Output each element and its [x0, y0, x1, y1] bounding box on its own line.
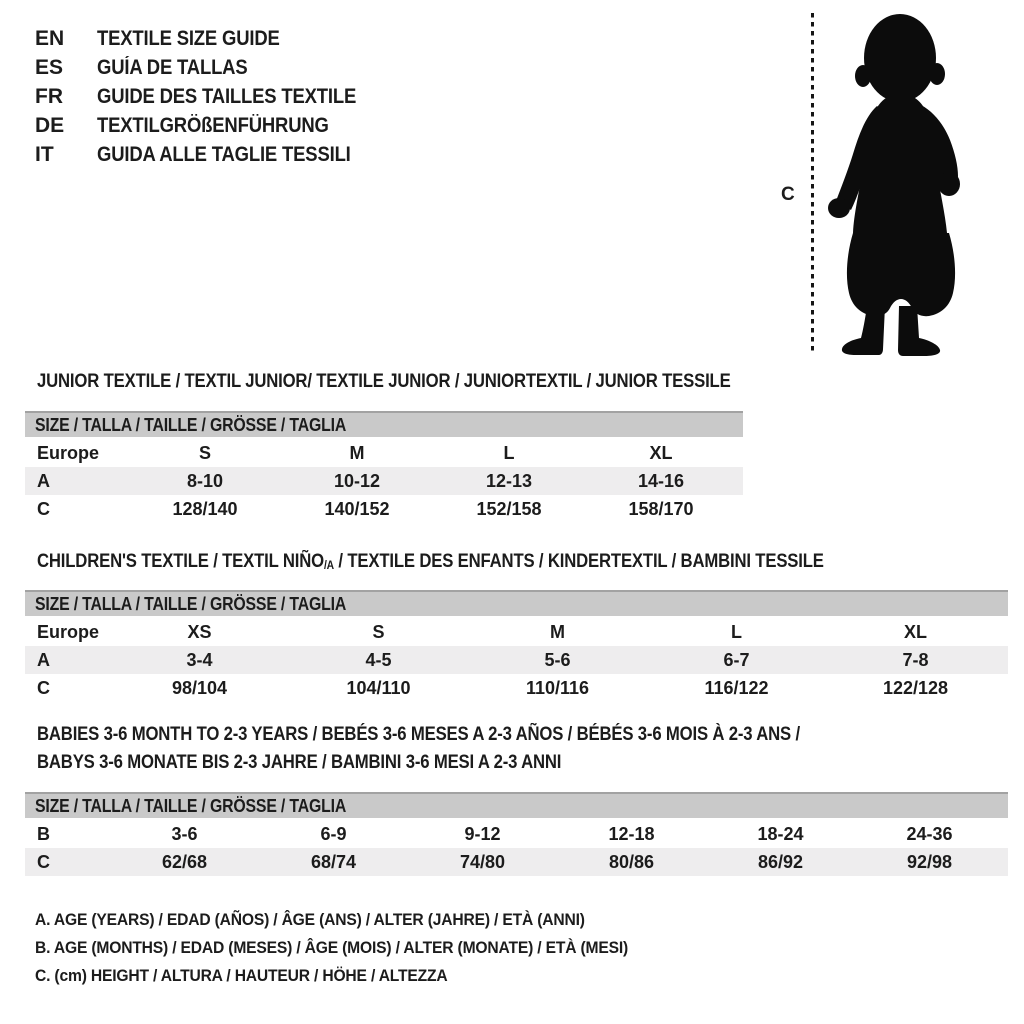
footnote-c [35, 962, 680, 990]
language-code: IT [35, 143, 54, 166]
babies-section-title [37, 721, 904, 777]
table-cell: 6-9 [320, 824, 347, 844]
children-section-title-text [37, 548, 824, 580]
language-row [35, 140, 391, 169]
table-cell: 9-12 [464, 824, 501, 844]
babies-title-line2: BABYS 3-6 MONATE BIS 2-3 JAHRE / BAMBINI 3-6 MESI A 2-3 ANNI [37, 752, 562, 773]
table-cell: M [550, 622, 565, 642]
row-label: C [37, 852, 50, 872]
table-cell: 12-18 [608, 824, 655, 844]
size-table-row [25, 618, 1008, 646]
size-header-bar [25, 792, 1008, 818]
baby-silhouette [820, 8, 982, 358]
size-table-row [25, 674, 1008, 702]
size-header-text: SIZE / TALLA / TAILLE / GRÖSSE / TAGLIA [35, 796, 347, 816]
footnote-c-text: C. (cm) HEIGHT / ALTURA / HAUTEUR / HÖHE / ALTEZZA [35, 966, 448, 985]
language-row [35, 82, 391, 111]
size-table-row [25, 467, 743, 495]
table-cell: 3-6 [171, 824, 198, 844]
table-cell: 128/140 [172, 499, 238, 519]
row-label: B [37, 824, 50, 844]
row-label: C [37, 499, 50, 519]
table-cell: S [198, 443, 211, 463]
guide-title: GUIDA ALLE TAGLIE TESSILI [97, 143, 351, 166]
footnote-a-text: A. AGE (YEARS) / EDAD (AÑOS) / ÂGE (ANS) / ALTER (JAHRE) / ETÀ (ANNI) [35, 910, 585, 929]
language-code: DE [35, 114, 65, 137]
table-cell: 140/152 [324, 499, 390, 519]
height-measure-label: C [781, 184, 795, 205]
table-cell: 110/116 [525, 678, 590, 698]
language-title-list [35, 24, 391, 169]
table-cell: 116/122 [704, 678, 769, 698]
guide-title: GUÍA DE TALLAS [97, 56, 248, 79]
height-measure-dashed-line [811, 13, 814, 355]
table-cell: 12-13 [485, 471, 533, 491]
table-cell: 98/104 [171, 678, 228, 698]
guide-title: TEXTILE SIZE GUIDE [97, 27, 280, 50]
table-cell: 10-12 [333, 471, 381, 491]
table-cell: 62/68 [161, 852, 208, 872]
junior-section-title-text: JUNIOR TEXTILE / TEXTIL JUNIOR/ TEXTILE JUNIOR / JUNIORTEXTIL / JUNIOR TESSILE [37, 371, 731, 392]
babies-size-table [25, 792, 1008, 876]
size-table-row [25, 439, 743, 467]
junior-section-title [37, 368, 825, 396]
table-cell: 7-8 [902, 650, 929, 670]
table-cell: 104/110 [346, 678, 411, 698]
size-table-row [25, 495, 743, 523]
table-cell: L [731, 622, 742, 642]
table-cell: L [503, 443, 515, 463]
table-cell: 8-10 [186, 471, 224, 491]
language-code: ES [35, 56, 64, 79]
table-cell: 5-6 [544, 650, 571, 670]
language-row [35, 53, 391, 82]
table-cell: XL [903, 622, 927, 642]
title-part: CHILDREN'S TEXTILE / TEXTIL NIÑO [37, 551, 324, 572]
table-cell: 158/170 [628, 499, 694, 519]
children-size-table [25, 590, 1008, 702]
title-part: / TEXTILE DES ENFANTS / KINDERTEXTIL / BAMBINI TESSILE [333, 551, 824, 572]
footnote-legend [35, 906, 680, 990]
footnote-b [35, 934, 680, 962]
language-code: FR [35, 85, 63, 108]
size-header-text: SIZE / TALLA / TAILLE / GRÖSSE / TAGLIA [35, 415, 347, 435]
size-header-text: SIZE / TALLA / TAILLE / GRÖSSE / TAGLIA [35, 594, 347, 614]
guide-title: GUIDE DES TAILLES TEXTILE [97, 85, 357, 108]
table-cell: 68/74 [310, 852, 357, 872]
language-row [35, 111, 391, 140]
row-label: C [37, 678, 50, 698]
footnote-a [35, 906, 680, 934]
babies-title-line1: BABIES 3-6 MONTH TO 2-3 YEARS / BEBÉS 3-6 MESES A 2-3 AÑOS / BÉBÉS 3-6 MOIS À 2-3 ANS / [37, 724, 800, 745]
table-cell: XS [187, 622, 212, 642]
table-cell: M [349, 443, 365, 463]
row-label: Europe [37, 443, 100, 463]
size-header-bar [25, 411, 743, 437]
junior-size-table [25, 411, 743, 523]
title-subscript: /A [323, 559, 334, 573]
table-cell: 152/158 [476, 499, 542, 519]
table-cell: 18-24 [757, 824, 804, 844]
table-cell: 4-5 [365, 650, 392, 670]
row-label: Europe [37, 622, 100, 642]
table-cell: XL [649, 443, 673, 463]
row-label: A [37, 471, 50, 491]
guide-title: TEXTILGRÖßENFÜHRUNG [97, 114, 329, 137]
table-cell: 24-36 [906, 824, 953, 844]
table-cell: 74/80 [459, 852, 506, 872]
size-table-row [25, 820, 1008, 848]
size-table-row [25, 848, 1008, 876]
table-cell: 14-16 [637, 471, 685, 491]
table-cell: 6-7 [723, 650, 750, 670]
table-cell: 3-4 [186, 650, 213, 670]
size-table-row [25, 646, 1008, 674]
size-header-bar [25, 590, 1008, 616]
table-cell: 80/86 [608, 852, 655, 872]
language-row [35, 24, 391, 53]
language-code: EN [35, 27, 65, 50]
table-cell: 92/98 [906, 852, 953, 872]
children-section-title [37, 548, 931, 580]
row-label: A [37, 650, 50, 670]
footnote-b-text: B. AGE (MONTHS) / EDAD (MESES) / ÂGE (MOIS) / ALTER (MONATE) / ETÀ (MESI) [35, 938, 629, 957]
table-cell: 122/128 [882, 678, 949, 698]
table-cell: S [372, 622, 385, 642]
table-cell: 86/92 [757, 852, 804, 872]
